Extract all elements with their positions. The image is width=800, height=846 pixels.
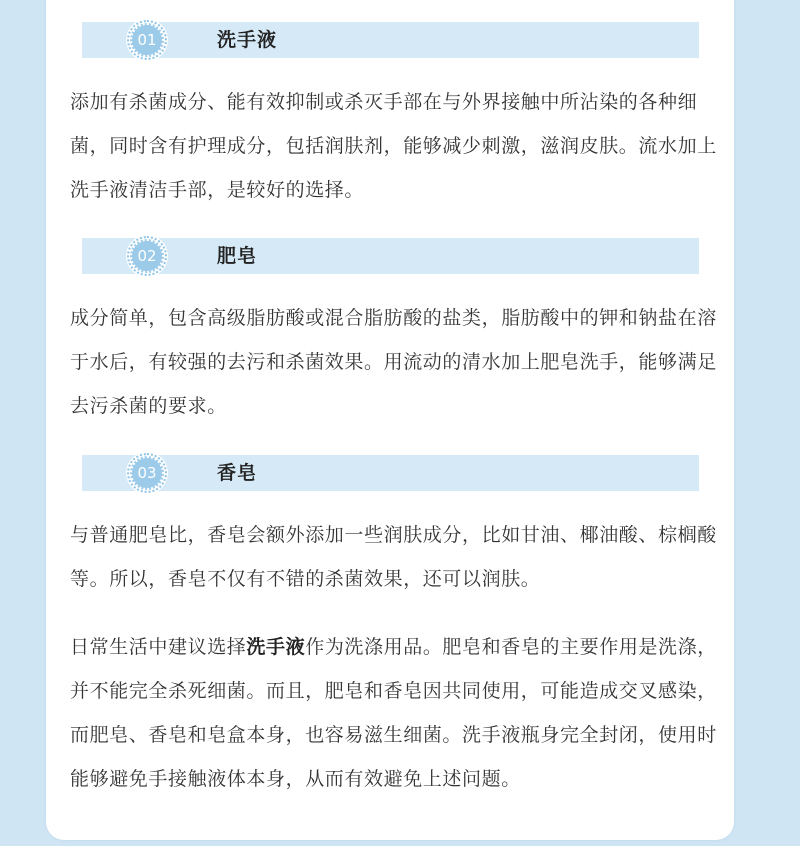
section-body: 成分简单，包含高级脂肪酸或混合脂肪酸的盐类，脂肪酸中的钾和钠盐在溶于水后，有较强的去污和杀菌效果。用流动的清水加上肥皂洗手，能够满足去污杀菌的要求。: [70, 307, 717, 417]
section-title: 洗手液: [217, 29, 278, 51]
section-header-hand-wash: [82, 22, 699, 58]
section-title: 香皂: [217, 462, 258, 484]
section-body: 与普通肥皂比，香皂会额外添加一些润肤成分，比如甘油、椰油酸、棕榈酸等。所以，香皂不仅有不错的杀菌效果，还可以润肤。: [70, 524, 717, 590]
section-number-badge: [126, 19, 168, 61]
section-header-soap: [82, 238, 699, 274]
section-number: 02: [130, 239, 164, 273]
conclusion-suffix: 作为洗涤用品。肥皂和香皂的主要作用是洗涤，并不能完全杀死细菌。而且，肥皂和香皂因共同使用，可能造成交叉感染，而肥皂、香皂和皂盒本身，也容易滋生细菌。洗手液瓶身完全封闭，使用时能够避免手接触液体本身，从而有效避免上述问题。: [70, 636, 717, 790]
section-number-badge: [126, 452, 168, 494]
section-header-scented-soap: [82, 455, 699, 491]
section-body: 添加有杀菌成分、能有效抑制或杀灭手部在与外界接触中所沾染的各种细菌，同时含有护理成分，包括润肤剂，能够减少刺激，滋润皮肤。流水加上洗手液清洁手部，是较好的选择。: [70, 91, 717, 201]
conclusion-prefix: 日常生活中建议选择: [70, 636, 247, 658]
conclusion-paragraph: [70, 625, 720, 801]
section-title: 肥皂: [217, 245, 258, 267]
conclusion-highlight: 洗手液: [246, 636, 306, 658]
section-number-badge: [126, 235, 168, 277]
section-number: 03: [130, 456, 164, 490]
section-number: 01: [130, 23, 164, 57]
